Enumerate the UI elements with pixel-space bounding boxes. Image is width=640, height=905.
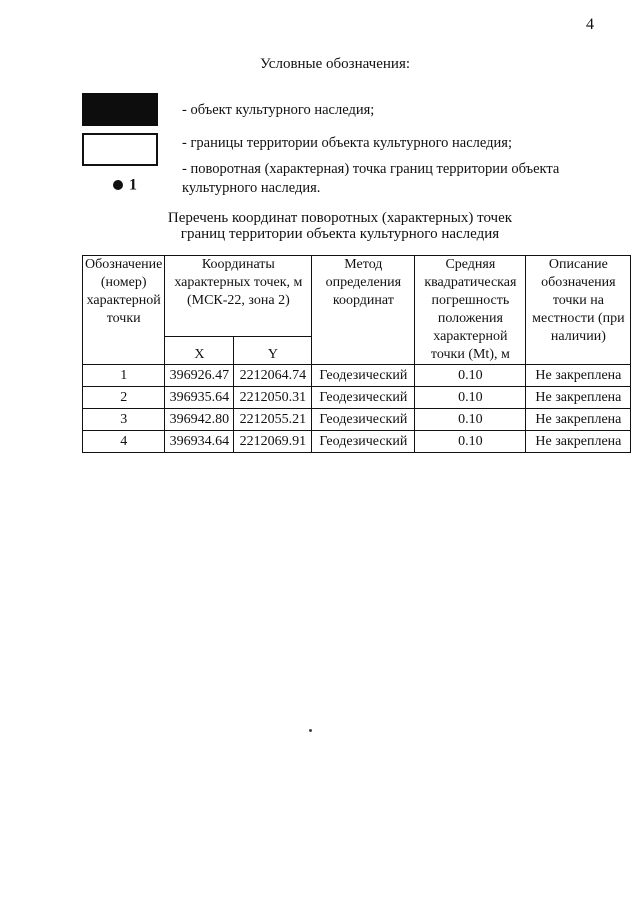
cell-description: Не закреплена <box>526 365 631 387</box>
cell-number: 4 <box>83 431 165 453</box>
cell-method: Геодезический <box>312 387 415 409</box>
cell-error: 0.10 <box>415 365 526 387</box>
cell-method: Геодезический <box>312 365 415 387</box>
legend-swatch-territory-boundary <box>82 133 158 166</box>
cell-y: 2212069.91 <box>234 431 312 453</box>
table-header-row <box>83 256 631 337</box>
page-number: 4 <box>586 16 594 33</box>
header-coordinates: Координаты характерных точек, м (МСК-22, зона 2) <box>165 256 312 337</box>
table-row <box>83 431 631 453</box>
table-row <box>83 387 631 409</box>
cell-error: 0.10 <box>415 409 526 431</box>
cell-method: Геодезический <box>312 409 415 431</box>
table-row <box>83 365 631 387</box>
cell-x: 396926.47 <box>165 365 234 387</box>
cell-number: 1 <box>83 365 165 387</box>
coordinates-table <box>82 255 631 453</box>
legend-swatch-heritage-object <box>82 93 158 126</box>
cell-number: 2 <box>83 387 165 409</box>
legend-title: Условные обозначения: <box>259 56 411 72</box>
table-row <box>83 409 631 431</box>
legend-text-heritage-object: - объект культурного наследия; <box>182 102 375 118</box>
cell-description: Не закреплена <box>526 387 631 409</box>
cell-error: 0.10 <box>415 387 526 409</box>
cell-description: Не закреплена <box>526 431 631 453</box>
header-y: Y <box>234 337 312 365</box>
legend-text-turning-point: - поворотная (характерная) точка границ территории объекта культурного наследия. <box>182 161 560 196</box>
cell-x: 396942.80 <box>165 409 234 431</box>
table-title-line1: Перечень координат поворотных (характерных) точек <box>167 210 513 226</box>
cell-number: 3 <box>83 409 165 431</box>
cell-y: 2212064.74 <box>234 365 312 387</box>
table-title-line2: границ территории объекта культурного наследия <box>180 226 500 242</box>
cell-description: Не закреплена <box>526 409 631 431</box>
cell-method: Геодезический <box>312 431 415 453</box>
cell-y: 2212050.31 <box>234 387 312 409</box>
stray-dot <box>309 729 312 732</box>
legend-text-territory-boundary: - границы территории объекта культурного наследия; <box>182 135 512 151</box>
table-title <box>0 210 640 242</box>
header-x: X <box>165 337 234 365</box>
cell-error: 0.10 <box>415 431 526 453</box>
point-dot-icon <box>113 180 123 190</box>
header-error: Средняя квадратическая погрешность положения характерной точки (Mt), м <box>415 256 526 365</box>
cell-x: 396934.64 <box>165 431 234 453</box>
header-method: Метод определения координат <box>312 256 415 365</box>
cell-y: 2212055.21 <box>234 409 312 431</box>
legend-point-marker <box>113 176 137 194</box>
cell-x: 396935.64 <box>165 387 234 409</box>
header-description: Описание обозначения точки на местности (при наличии) <box>526 256 631 365</box>
header-designation: Обозначение (номер) характерной точки <box>83 256 165 365</box>
point-marker-number: 1 <box>129 176 137 194</box>
